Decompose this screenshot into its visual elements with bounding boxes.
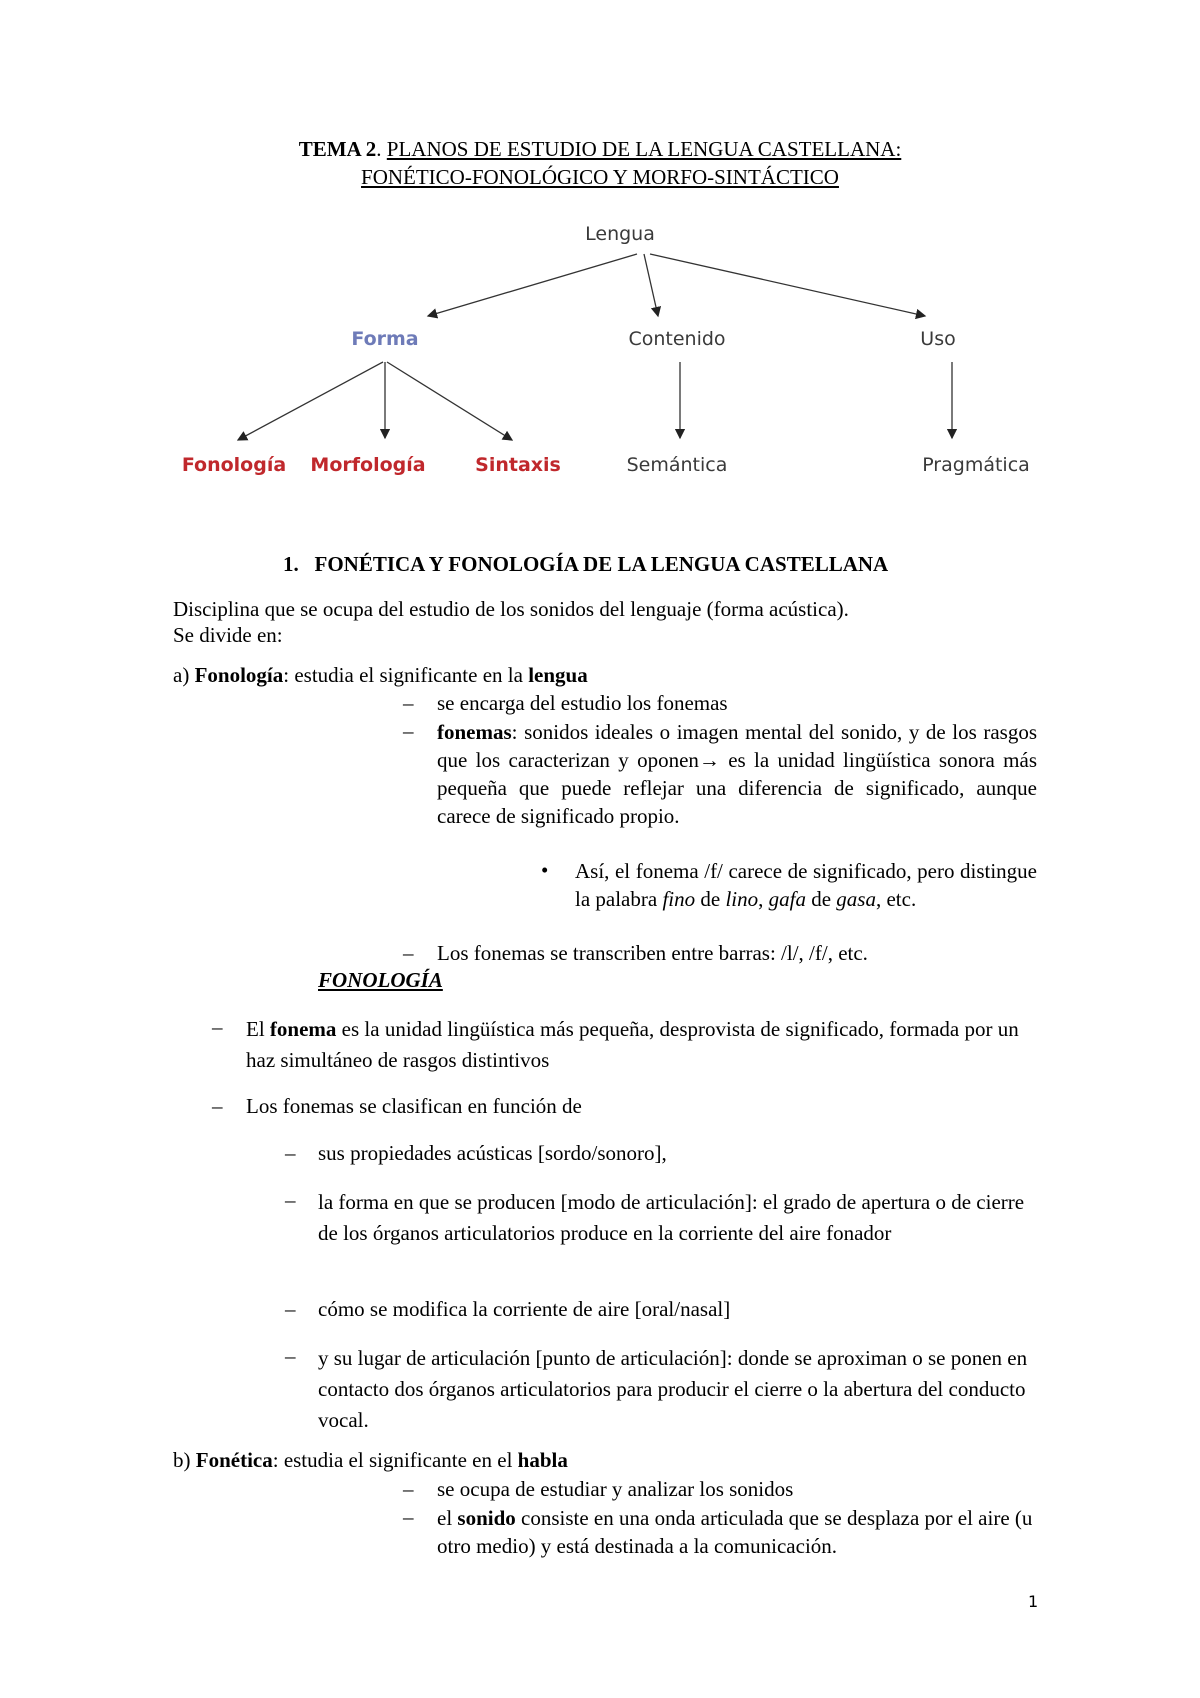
title-sub: FONÉTICO-FONOLÓGICO Y MORFO-SINTÁCTICO: [361, 165, 839, 189]
arrow-forma-sintaxis: [387, 362, 512, 440]
node-sintaxis: Sintaxis: [475, 454, 561, 476]
criterion-2: la forma en que se producen [modo de articulación]: el grado de apertura o de cierre de los órganos articulatorios produce en la corriente del aire fonador: [318, 1190, 1025, 1245]
dash: –: [403, 691, 414, 715]
node-pragmatica: Pragmática: [922, 454, 1030, 476]
p1-rest: es la unidad lingüística más pequeña, desprovista de significado, formada por un haz simultáneo de rasgos distintivos: [246, 1017, 1019, 1072]
arrow-lengua-contenido: [644, 254, 658, 316]
title-sep: .: [376, 137, 387, 161]
p1-term: fonema: [269, 1017, 337, 1041]
item-b-prefix: b): [173, 1448, 196, 1472]
fonologia-heading: FONOLOGÍA: [318, 968, 443, 992]
sub-text: de: [805, 887, 837, 911]
sub-italic: gafa: [768, 887, 806, 911]
item-a-prefix: a): [173, 663, 195, 687]
node-uso: Uso: [920, 328, 956, 350]
item-b-term: Fonética: [195, 1448, 273, 1472]
a-item-1: se encarga del estudio los fonemas: [437, 691, 728, 715]
language-planes-diagram: [0, 0, 1200, 480]
bullet: •: [541, 858, 549, 882]
b-item-2-term: sonido: [457, 1506, 516, 1530]
dash: –: [285, 1344, 296, 1368]
b-item-2: [437, 1504, 1037, 1560]
node-fonologia: Fonología: [181, 454, 287, 476]
arrow-lengua-uso: [650, 254, 925, 316]
node-morfologia: Morfología: [310, 454, 426, 476]
dash: –: [403, 719, 414, 743]
dash: –: [212, 1015, 223, 1039]
section-number: 1.: [283, 552, 299, 576]
item-b-rest: : estudia el significante en el: [272, 1448, 518, 1472]
node-contenido: Contenido: [628, 328, 726, 350]
dash: –: [403, 1477, 414, 1501]
b-item-2-pre: el: [437, 1506, 458, 1530]
intro-line-1: Disciplina que se ocupa del estudio de los sonidos del lenguaje (forma acústica).: [173, 597, 849, 621]
sub-text: , etc.: [875, 887, 917, 911]
item-a-bold-end: lengua: [528, 663, 588, 687]
a-item-2-term: fonemas: [437, 720, 512, 744]
item-b-bold-end: habla: [517, 1448, 568, 1472]
a-item-2-rest: : sonidos ideales o imagen mental del sonido, y de los rasgos que los caracterizan y oponen→ es la unidad lingüística sonora más pequeña que puede reflejar una diferencia de significado, aunque carece de significado propio.: [437, 720, 1037, 828]
title-tema: TEMA 2: [298, 137, 377, 161]
sub-italic: gasa: [836, 887, 876, 911]
intro-line-2: Se divide en:: [173, 623, 283, 647]
sub-text: de: [695, 887, 726, 911]
node-lengua: Lengua: [585, 223, 655, 245]
sub-italic: lino: [725, 887, 759, 911]
sub-text: ,: [758, 887, 769, 911]
dash: –: [285, 1141, 296, 1165]
sub-italic: fino: [662, 887, 696, 911]
b-item-1: se ocupa de estudiar y analizar los sonidos: [437, 1477, 794, 1501]
a-subitem: [575, 857, 1037, 913]
p1-pre: El: [246, 1017, 270, 1041]
section-heading: [283, 552, 888, 577]
fonologia-p2: Los fonemas se clasifican en función de: [246, 1094, 582, 1118]
page-number: 1: [1028, 1592, 1039, 1611]
a-item-2: [437, 718, 1037, 830]
dash: –: [285, 1297, 296, 1321]
dash: –: [212, 1094, 223, 1118]
arrow-lengua-forma: [428, 254, 637, 316]
title-main: PLANOS DE ESTUDIO DE LA LENGUA CASTELLANA:: [386, 137, 902, 161]
section-title: FONÉTICA Y FONOLOGÍA DE LA LENGUA CASTELLANA: [314, 552, 889, 576]
item-a-heading: [173, 663, 588, 688]
fonologia-p1: [246, 1014, 1046, 1076]
dash: –: [403, 1505, 414, 1529]
node-forma: Forma: [351, 328, 419, 350]
criterion-3: cómo se modifica la corriente de aire [oral/nasal]: [318, 1297, 731, 1321]
a-item-3: Los fonemas se transcriben entre barras: /l/, /f/, etc.: [437, 941, 868, 965]
item-b-heading: [173, 1448, 568, 1473]
criterion-1: sus propiedades acústicas [sordo/sonoro],: [318, 1141, 667, 1165]
criterion-4: y su lugar de articulación [punto de articulación]: donde se aproximan o se ponen en contacto dos órganos articulatorios para producir el cierre o la abertura del conducto vocal.: [318, 1346, 1028, 1432]
node-semantica: Semántica: [626, 454, 728, 476]
dash: –: [403, 941, 414, 965]
sub-text: Así, el fonema /f/ carece de significado, pero distingue la palabra: [575, 859, 1037, 911]
b-item-2-rest: consiste en una onda articulada que se desplaza por el aire (u otro medio) y está destinada a la comunicación.: [437, 1506, 1033, 1558]
dash: –: [285, 1188, 296, 1212]
item-a-rest: : estudia el significante en la: [283, 663, 529, 687]
item-a-term: Fonología: [194, 663, 284, 687]
arrow-forma-fonologia: [238, 362, 383, 440]
